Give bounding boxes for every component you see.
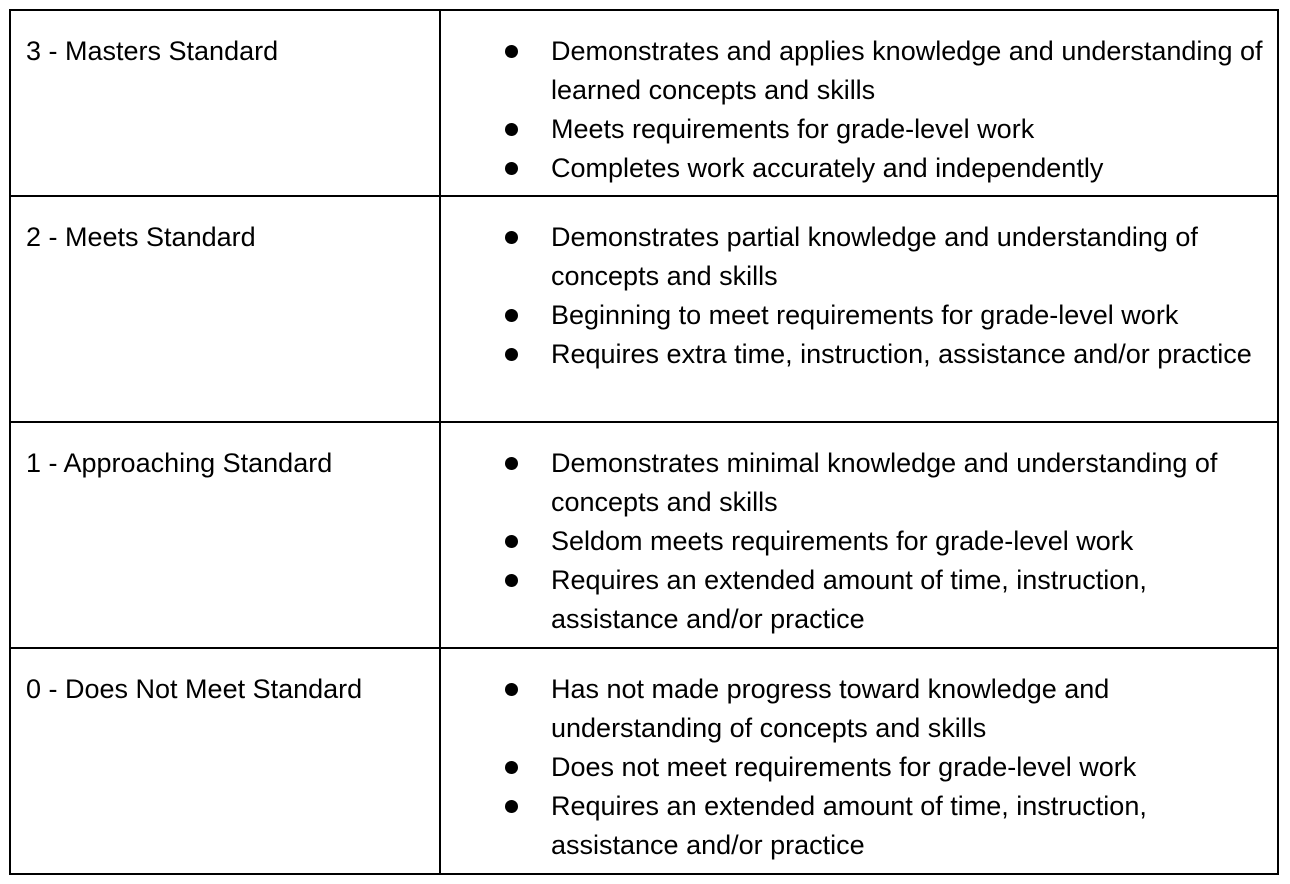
- descriptor-text: Has not made progress toward knowledge and understanding of concepts and skills: [551, 674, 1110, 743]
- descriptor-text: Requires extra time, instruction, assistance and/or practice: [551, 339, 1252, 369]
- bullet-icon: [505, 574, 518, 587]
- descriptor-item: [441, 522, 1267, 561]
- bullet-icon: [505, 800, 518, 813]
- descriptor-text: Does not meet requirements for grade-level work: [551, 752, 1137, 782]
- descriptor-text: Demonstrates and applies knowledge and understanding of learned concepts and skills: [551, 36, 1263, 105]
- rubric-row-level-1: [10, 422, 1278, 648]
- descriptor-list: [441, 11, 1277, 188]
- rubric-row-level-0: [10, 648, 1278, 874]
- descriptor-text: Demonstrates partial knowledge and understanding of concepts and skills: [551, 222, 1198, 291]
- descriptor-text: Requires an extended amount of time, instruction, assistance and/or practice: [551, 565, 1147, 634]
- descriptor-item: [441, 149, 1267, 188]
- level-label: 1 - Approaching Standard: [26, 448, 333, 478]
- bullet-icon: [505, 162, 518, 175]
- bullet-icon: [505, 761, 518, 774]
- descriptor-item: [441, 561, 1267, 639]
- level-cell: [10, 648, 440, 874]
- descriptor-item: [441, 787, 1267, 865]
- descriptor-text: Seldom meets requirements for grade-level work: [551, 526, 1134, 556]
- descriptor-cell: [440, 422, 1278, 648]
- bullet-icon: [505, 123, 518, 136]
- level-cell: [10, 422, 440, 648]
- descriptor-cell: [440, 10, 1278, 196]
- descriptor-list: [441, 197, 1277, 374]
- descriptor-text: Beginning to meet requirements for grade-level work: [551, 300, 1179, 330]
- bullet-icon: [505, 231, 518, 244]
- rubric-row-level-3: [10, 10, 1278, 196]
- descriptor-text: Requires an extended amount of time, instruction, assistance and/or practice: [551, 791, 1147, 860]
- descriptor-list: [441, 649, 1277, 865]
- descriptor-item: [441, 444, 1267, 522]
- descriptor-cell: [440, 196, 1278, 422]
- bullet-icon: [505, 45, 518, 58]
- descriptor-text: Demonstrates minimal knowledge and understanding of concepts and skills: [551, 448, 1218, 517]
- bullet-icon: [505, 348, 518, 361]
- descriptor-text: Meets requirements for grade-level work: [551, 114, 1035, 144]
- descriptor-item: [441, 32, 1267, 110]
- descriptor-item: [441, 110, 1267, 149]
- descriptor-item: [441, 748, 1267, 787]
- level-label: 0 - Does Not Meet Standard: [26, 674, 363, 704]
- descriptor-item: [441, 335, 1267, 374]
- level-cell: [10, 10, 440, 196]
- bullet-icon: [505, 535, 518, 548]
- bullet-icon: [505, 457, 518, 470]
- level-cell: [10, 196, 440, 422]
- rubric-row-level-2: [10, 196, 1278, 422]
- descriptor-item: [441, 670, 1267, 748]
- level-label: 3 - Masters Standard: [26, 36, 279, 66]
- bullet-icon: [505, 683, 518, 696]
- bullet-icon: [505, 309, 518, 322]
- descriptor-list: [441, 423, 1277, 639]
- level-label: 2 - Meets Standard: [26, 222, 256, 252]
- descriptor-item: [441, 218, 1267, 296]
- descriptor-item: [441, 296, 1267, 335]
- grading-rubric-table: [9, 9, 1279, 875]
- descriptor-text: Completes work accurately and independently: [551, 153, 1104, 183]
- descriptor-cell: [440, 648, 1278, 874]
